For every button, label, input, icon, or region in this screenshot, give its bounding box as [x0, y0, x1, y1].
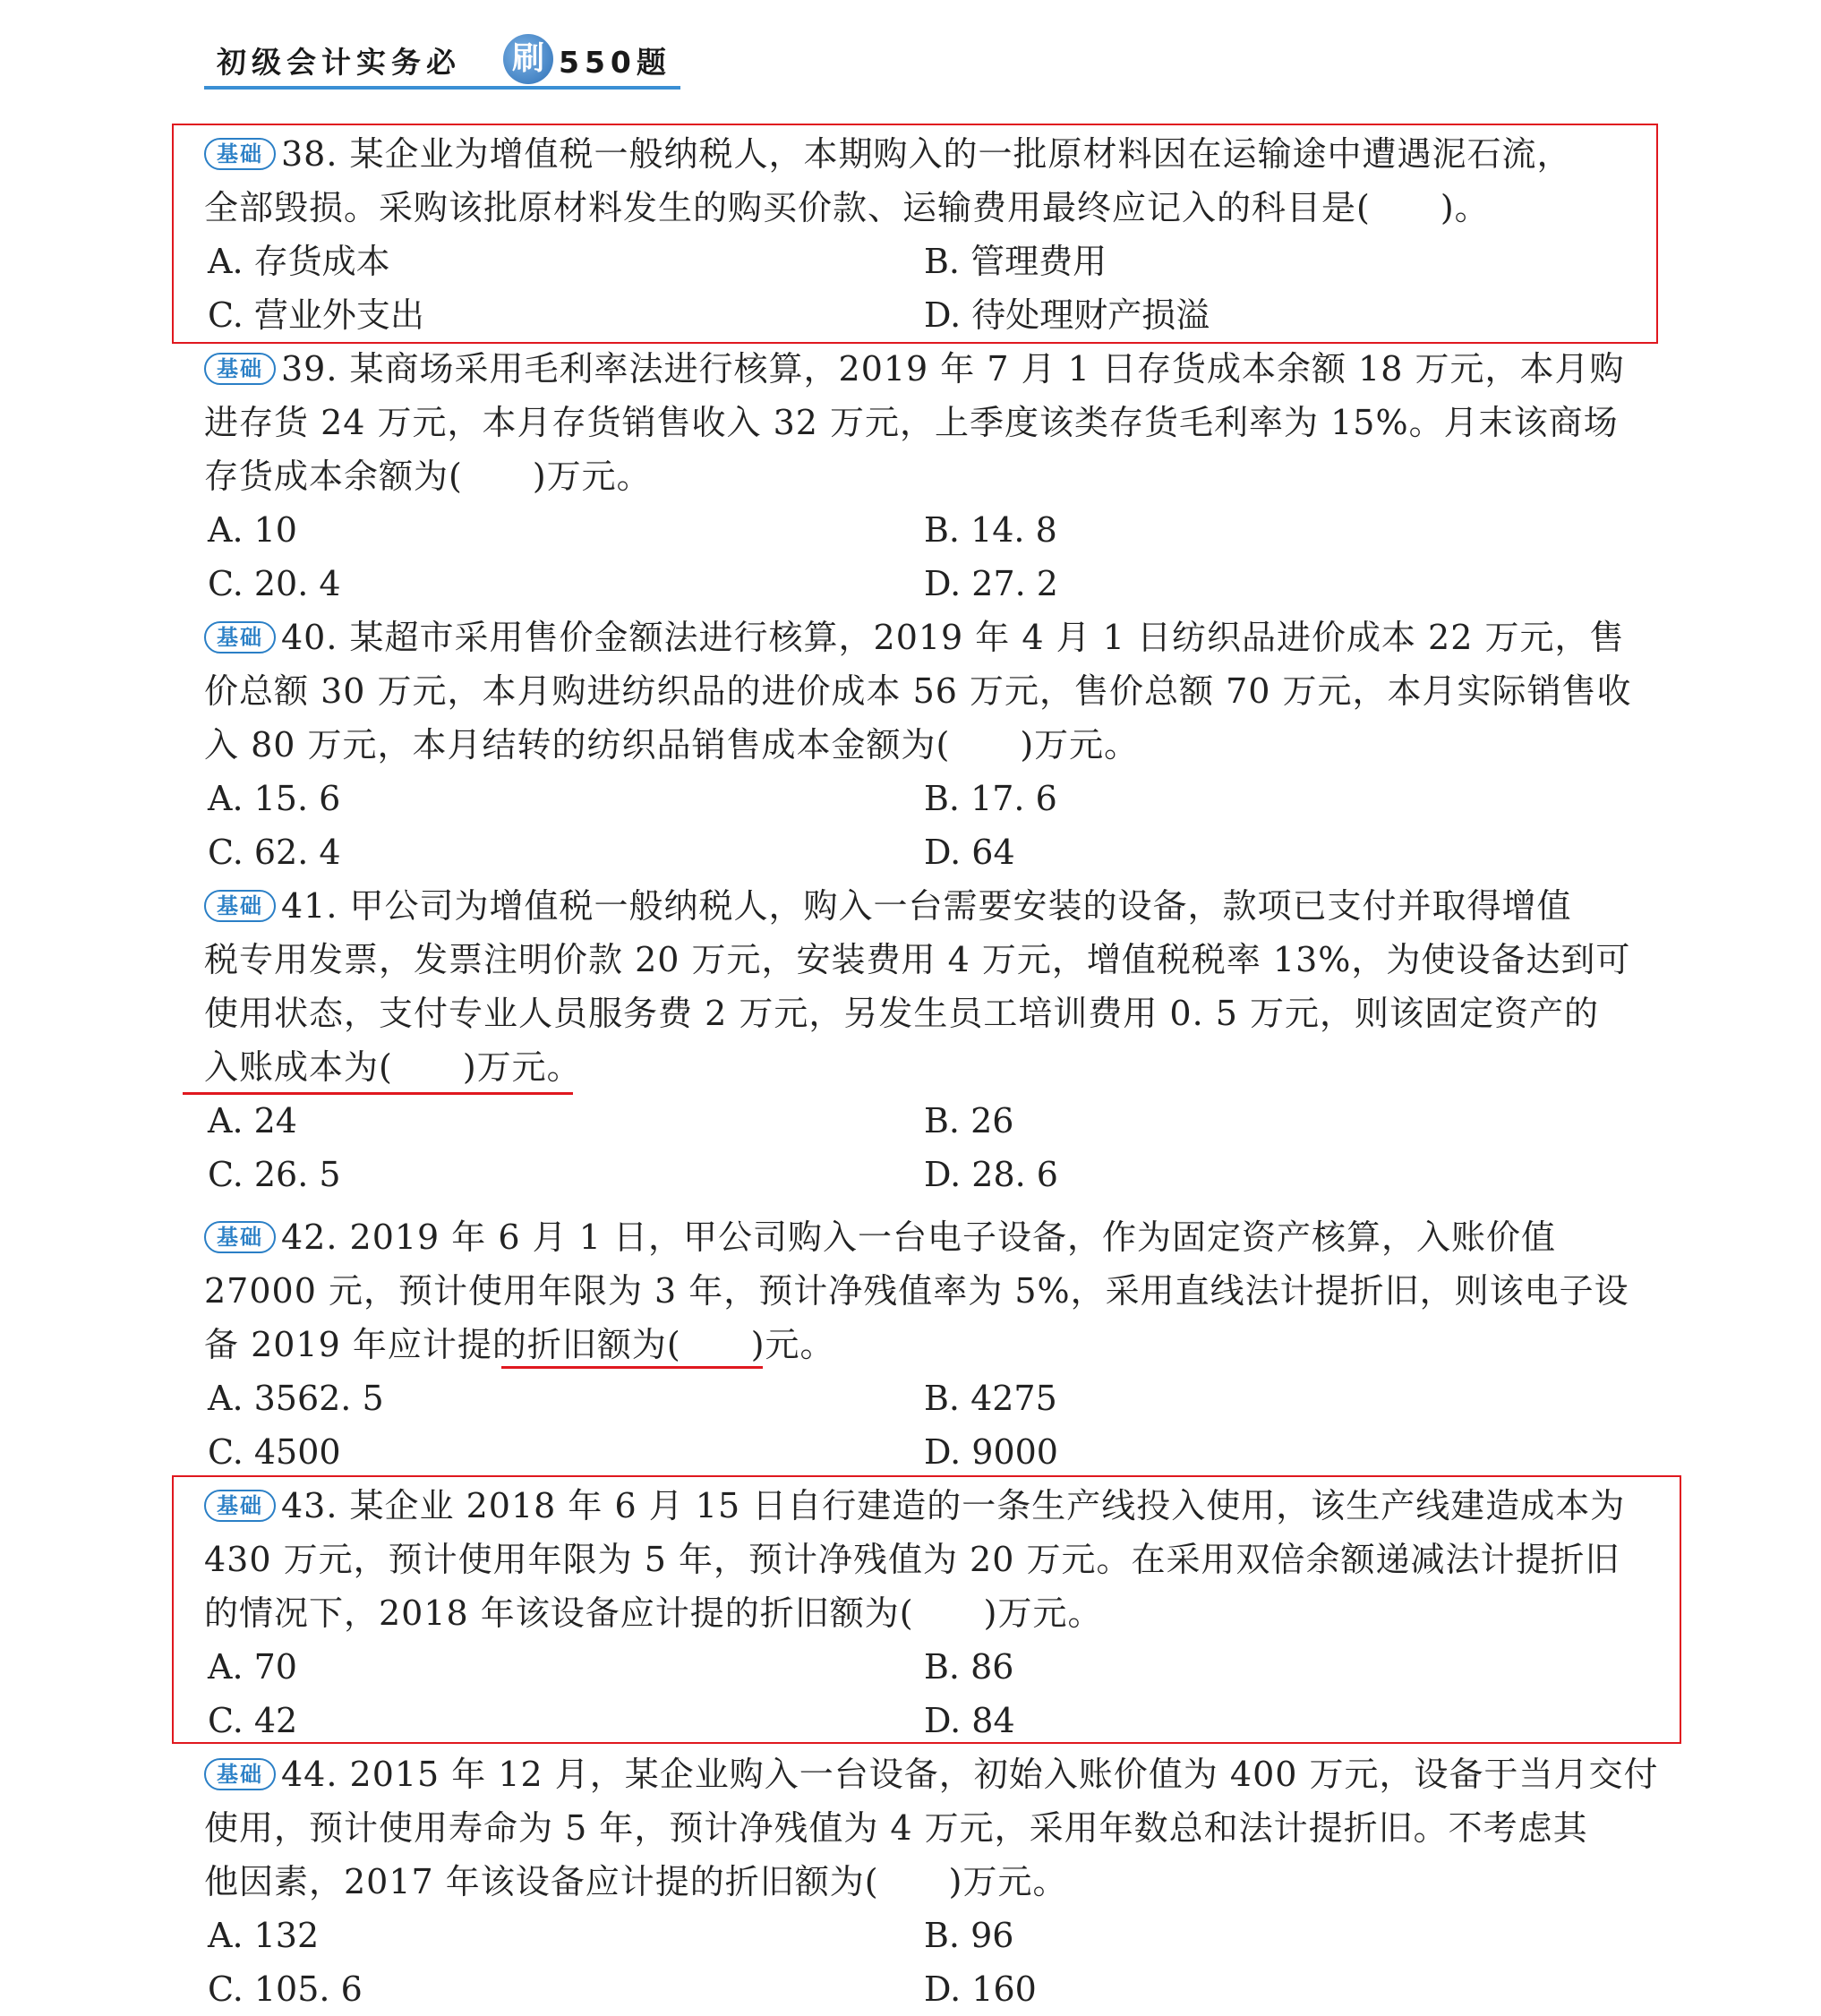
question-text: 使用状态，支付专业人员服务费 2 万元，另发生员工培训费用 0. 5 万元，则该固定资产的 [204, 994, 1600, 1033]
question-40 [204, 611, 1637, 879]
question-text: 价总额 30 万元，本月购进纺织品的进价成本 56 万元，售价总额 70 万元，本月实际销售收 [204, 671, 1632, 711]
option-a: A. 70 [208, 1647, 297, 1687]
option-row [204, 1094, 1637, 1148]
option-b: B. 26 [924, 1101, 1014, 1140]
question-line [204, 1747, 1659, 1801]
question-41 [204, 879, 1637, 1201]
question-line [204, 1040, 1637, 1094]
basic-tag: 基础 [204, 1490, 276, 1522]
header-title: 初级会计实务必 [217, 45, 461, 80]
question-text: 27000 元，预计使用年限为 3 年，预计净残值率为 5%，采用直线法计提折旧，则该电子设 [204, 1271, 1629, 1311]
question-text: 使用，预计使用寿命为 5 年，预计净残值为 4 万元，采用年数总和法计提折旧。不考虑其 [204, 1808, 1588, 1848]
question-line [204, 933, 1637, 987]
option-d: D. 84 [924, 1701, 1015, 1740]
option-c: C. 20. 4 [208, 564, 341, 603]
question-line [204, 1210, 1637, 1264]
option-row [204, 1371, 1637, 1425]
question-text: 的情况下，2018 年该设备应计提的折旧额为( )万元。 [204, 1593, 1103, 1633]
option-c: C. 营业外支出 [208, 295, 424, 335]
option-c: C. 105. 6 [208, 1969, 363, 2009]
basic-tag: 基础 [204, 1221, 276, 1253]
question-line [204, 342, 1637, 396]
option-d: D. 160 [924, 1969, 1037, 2009]
option-b: B. 96 [924, 1916, 1014, 1955]
option-d: D. 64 [924, 833, 1015, 872]
question-text: 38. 某企业为增值税一般纳税人，本期购入的一批原材料因在运输途中遭遇泥石流， [281, 134, 1572, 174]
option-a: A. 3562. 5 [208, 1379, 384, 1418]
option-row [204, 557, 1637, 611]
question-44 [204, 1747, 1659, 2016]
question-text: 存货成本余额为( )万元。 [204, 457, 652, 496]
basic-tag: 基础 [204, 890, 276, 922]
option-c: C. 26. 5 [208, 1155, 341, 1194]
option-b: B. 14. 8 [924, 510, 1057, 550]
question-39 [204, 342, 1637, 611]
question-line [204, 449, 1637, 503]
question-text: 他因素，2017 年该设备应计提的折旧额为( )万元。 [204, 1862, 1068, 1901]
option-row [204, 1148, 1637, 1201]
option-d: D. 待处理财产损溢 [924, 295, 1210, 335]
question-line [204, 1318, 1637, 1371]
highlight-box-q43 [172, 1475, 1681, 1744]
option-a: A. 10 [208, 510, 297, 550]
option-b: B. 管理费用 [924, 242, 1107, 281]
option-row [204, 1962, 1637, 2016]
basic-tag: 基础 [204, 353, 276, 385]
option-a: A. 15. 6 [208, 779, 341, 818]
option-c: C. 42 [208, 1701, 298, 1740]
question-text: 42. 2019 年 6 月 1 日，甲公司购入一台电子设备，作为固定资产核算，入账价值 [281, 1217, 1556, 1257]
option-a: A. 132 [208, 1916, 320, 1955]
option-d: D. 28. 6 [924, 1155, 1058, 1194]
option-row [204, 503, 1637, 557]
underline-q41 [183, 1092, 573, 1095]
question-text: 全部毁损。采购该批原材料发生的购买价款、运输费用最终应记入的科目是( )。 [204, 188, 1490, 227]
question-line [204, 1801, 1637, 1855]
option-d: D. 27. 2 [924, 564, 1058, 603]
question-line [204, 987, 1637, 1040]
header-divider [204, 86, 680, 90]
question-text: 入账成本为( )万元。 [204, 1047, 582, 1087]
question-text: 44. 2015 年 12 月，某企业购入一台设备，初始入账价值为 400 万元，设备于当月交付 [281, 1755, 1659, 1794]
question-text: 41. 甲公司为增值税一般纳税人，购入一台需要安装的设备，款项已支付并取得增值 [281, 886, 1572, 926]
question-line [204, 1264, 1637, 1318]
brush-emblem-icon: 刷 [503, 34, 553, 84]
question-text: 进存货 24 万元，本月存货销售收入 32 万元，上季度该类存货毛利率为 15%。月末该商场 [204, 403, 1619, 442]
question-line [204, 1855, 1637, 1909]
basic-tag: 基础 [204, 138, 276, 170]
option-row [204, 1909, 1637, 1962]
question-text: 39. 某商场采用毛利率法进行核算，2019 年 7 月 1 日存货成本余额 18 万元，本月购 [281, 349, 1625, 389]
question-line [204, 396, 1637, 449]
question-text: 税专用发票，发票注明价款 20 万元，安装费用 4 万元，增值税税率 13%，为使设备达到可 [204, 940, 1631, 979]
question-line [204, 611, 1637, 664]
option-c: C. 62. 4 [208, 833, 341, 872]
option-row [204, 772, 1637, 825]
question-line [204, 879, 1637, 933]
question-text: 40. 某超市采用售价金额法进行核算，2019 年 4 月 1 日纺织品进价成本 22 万元，售 [281, 618, 1625, 657]
question-42 [204, 1210, 1637, 1479]
option-b: B. 4275 [924, 1379, 1057, 1418]
header-number: 550题 [559, 45, 671, 80]
option-row [204, 1425, 1637, 1479]
basic-tag: 基础 [204, 1758, 276, 1790]
question-text: 入 80 万元，本月结转的纺织品销售成本金额为( )万元。 [204, 725, 1140, 765]
question-line [204, 718, 1637, 772]
option-a: A. 24 [208, 1101, 297, 1140]
option-b: B. 86 [924, 1647, 1014, 1687]
question-line [204, 664, 1637, 718]
option-a: A. 存货成本 [208, 242, 390, 281]
option-b: B. 17. 6 [924, 779, 1057, 818]
option-row [204, 825, 1637, 879]
highlight-box-q38 [172, 124, 1658, 344]
basic-tag: 基础 [204, 621, 276, 653]
underline-q42 [501, 1366, 763, 1369]
question-text: 43. 某企业 2018 年 6 月 15 日自行建造的一条生产线投入使用，该生产线建造成本为 [281, 1486, 1626, 1525]
option-c: C. 4500 [208, 1432, 341, 1472]
question-text: 430 万元，预计使用年限为 5 年，预计净残值为 20 万元。在采用双倍余额递减法计提折旧 [204, 1540, 1620, 1579]
question-text: 备 2019 年应计提的折旧额为( )元。 [204, 1325, 835, 1364]
option-d: D. 9000 [924, 1432, 1058, 1472]
